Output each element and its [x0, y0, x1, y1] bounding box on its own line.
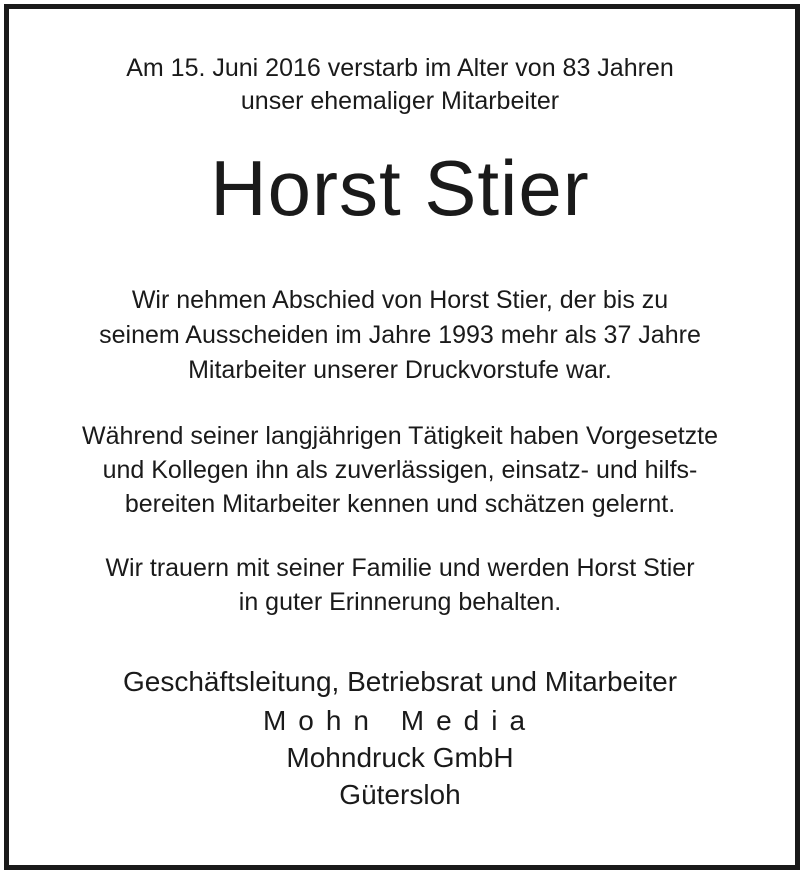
paragraph-3-line-2: in guter Erinnerung behalten. [238, 588, 562, 616]
paragraph-1-line-3: Mitarbeiter unserer Druckvorstufe war. [188, 356, 612, 384]
signature-line: Geschäftsleitung, Betriebsrat und Mitarbeiter [122, 666, 678, 697]
paragraph-2-line-2: und Kollegen ihn als zuverlässigen, einsatz- und hilfs- [102, 456, 698, 484]
paragraph-2-line-1: Während seiner langjährigen Tätigkeit haben Vorgesetzte [81, 422, 719, 450]
intro-line-2: unser ehemaliger Mitarbeiter [240, 87, 560, 115]
company-legal-name: Mohndruck GmbH [286, 742, 514, 773]
paragraph-1-line-1: Wir nehmen Abschied von Horst Stier, der bis zu [131, 286, 669, 314]
company-name: Mohn Media [262, 705, 538, 736]
intro-line-1: Am 15. Juni 2016 verstarb im Alter von 83 Jahren [126, 54, 674, 82]
deceased-name: Horst Stier [210, 144, 590, 232]
company-city: Gütersloh [339, 779, 461, 810]
paragraph-2-line-3: bereiten Mitarbeiter kennen und schätzen gelernt. [124, 490, 676, 518]
paragraph-3-line-1: Wir trauern mit seiner Familie und werden Horst Stier [105, 554, 695, 582]
paragraph-1-line-2: seinem Ausscheiden im Jahre 1993 mehr als 37 Jahre [99, 321, 701, 349]
